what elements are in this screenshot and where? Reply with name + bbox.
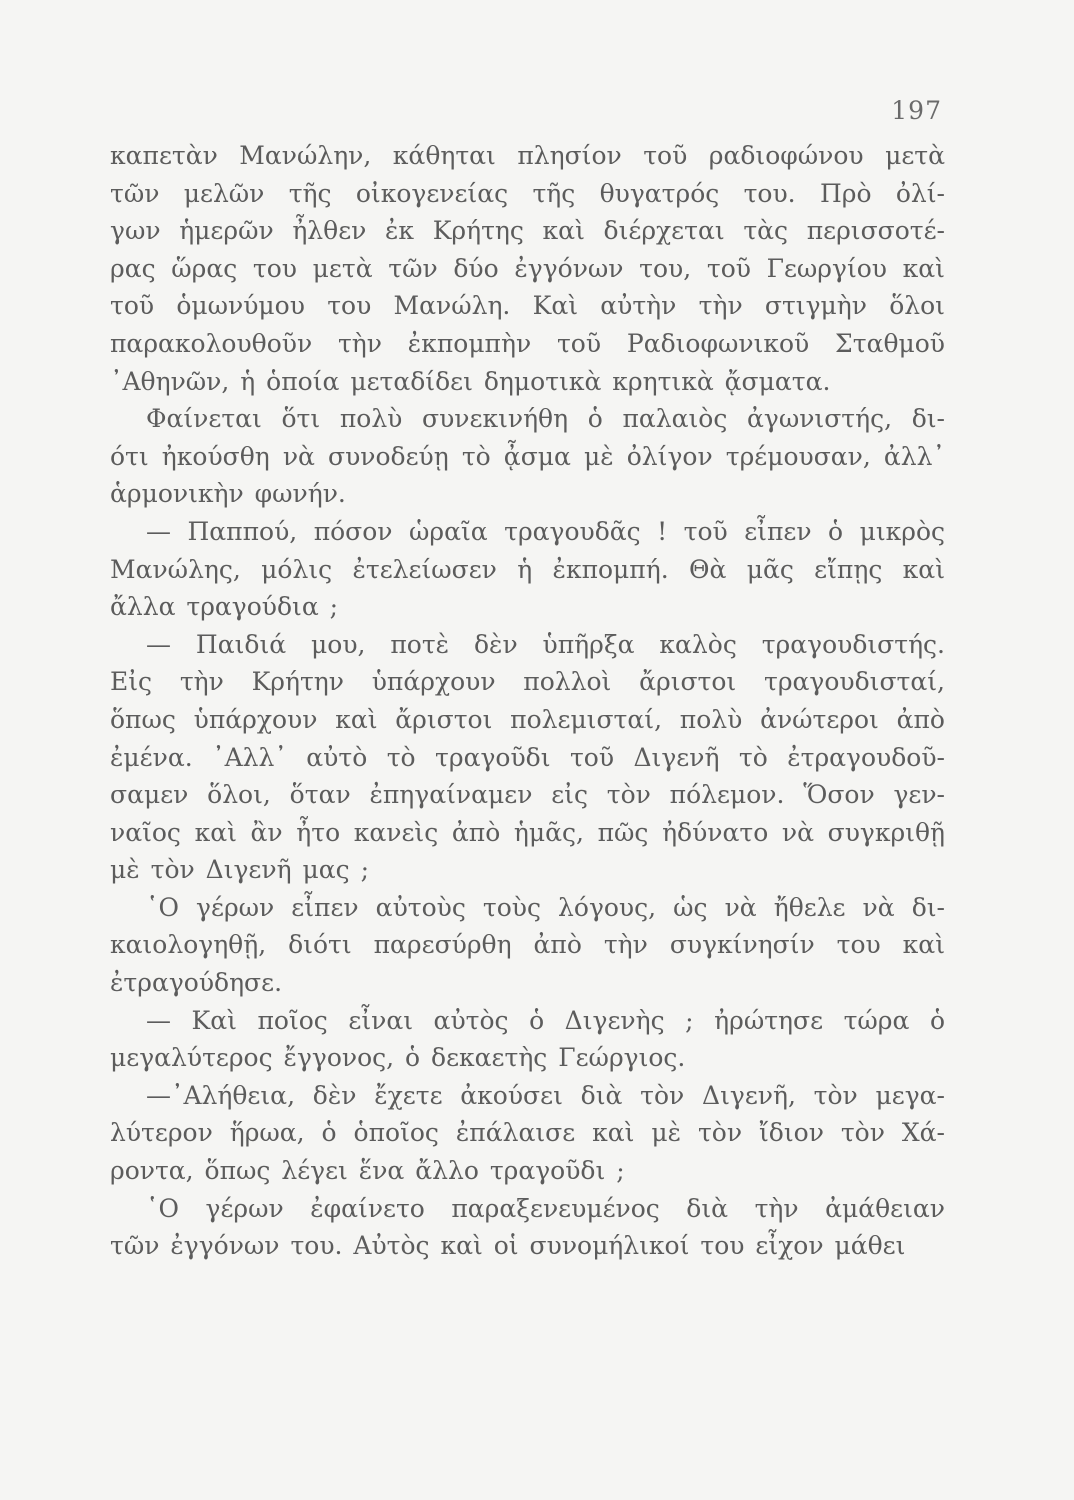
- paragraph: [110, 400, 945, 513]
- paragraph: [110, 626, 945, 889]
- text-line: ὅπως ὑπάρχουν καὶ ἄριστοι πολεμισταί, πολὺ ἀνώτεροι ἀπὸ: [110, 704, 945, 734]
- text-line: καιολογηθῇ, διότι παρεσύρθη ἀπὸ τὴν συγκίνησίν του καὶ: [110, 930, 945, 960]
- text-line: — Καὶ ποῖος εἶναι αὐτὸς ὁ Διγενὴς ; ἠρώτησε τώρα ὁ: [146, 1005, 945, 1035]
- paragraph: [110, 137, 945, 400]
- text-line: τῶν μελῶν τῆς οἰκογενείας τῆς θυγατρός του. Πρὸ ὀλί-: [110, 178, 945, 208]
- paragraph: [110, 1190, 945, 1265]
- text-line: Μανώλης, μόλις ἐτελείωσεν ἡ ἐκπομπή. Θὰ μᾶς εἴπῃς καὶ: [110, 554, 945, 584]
- text-line: ἁρμονικὴν φωνήν.: [110, 479, 346, 509]
- paragraph: [110, 889, 945, 1002]
- body-text: [110, 137, 945, 1265]
- text-line: τῶν ἐγγόνων του. Αὐτὸς καὶ οἱ συνομήλικοί του εἶχον μάθει: [110, 1231, 906, 1261]
- text-line: ρας ὥρας του μετὰ τῶν δύο ἐγγόνων του, τοῦ Γεωργίου καὶ: [110, 253, 945, 283]
- text-line: ᾿Αθηνῶν, ἡ ὁποία μεταδίδει δημοτικὰ κρητικὰ ᾄσματα.: [110, 366, 831, 396]
- text-line: — Παππού, πόσον ὡραῖα τραγουδᾶς ! τοῦ εἶπεν ὁ μικρὸς: [146, 516, 945, 546]
- text-line: σαμεν ὅλοι, ὅταν ἐπηγαίναμεν εἰς τὸν πόλεμον. Ὅσον γεν-: [110, 780, 945, 810]
- text-line: μεγαλύτερος ἔγγονος, ὁ δεκαετὴς Γεώργιος.: [110, 1043, 686, 1073]
- text-line: — Παιδιά μου, ποτὲ δὲν ὑπῆρξα καλὸς τραγουδιστής.: [146, 629, 945, 659]
- paragraph: [110, 513, 945, 626]
- text-line: παρακολουθοῦν τὴν ἐκπομπὴν τοῦ Ραδιοφωνικοῦ Σταθμοῦ: [110, 328, 945, 358]
- text-line: γων ἡμερῶν ἦλθεν ἐκ Κρήτης καὶ διέρχεται τὰς περισσοτέ-: [110, 216, 945, 246]
- text-line: ναῖος καὶ ἂν ἦτο κανεὶς ἀπὸ ἡμᾶς, πῶς ἠδύνατο νὰ συγκριθῇ: [110, 817, 945, 847]
- text-line: Εἰς τὴν Κρήτην ὑπάρχουν πολλοὶ ἄριστοι τραγουδισταί,: [110, 667, 945, 697]
- text-line: ῾Ο γέρων εἶπεν αὐτοὺς τοὺς λόγους, ὡς νὰ ἤθελε νὰ δι-: [146, 892, 945, 922]
- text-line: ότι ἠκούσθη νὰ συνοδεύῃ τὸ ᾆσμα μὲ ὀλίγον τρέμουσαν, ἀλλ᾿: [110, 441, 945, 471]
- text-line: ροντα, ὅπως λέγει ἕνα ἄλλο τραγοῦδι ;: [110, 1156, 625, 1186]
- page-number: 197: [891, 96, 942, 125]
- text-line: καπετὰν Μανώλην, κάθηται πλησίον τοῦ ραδιοφώνου μετὰ: [110, 141, 945, 170]
- paragraph: [110, 1002, 945, 1077]
- text-line: ῾Ο γέρων ἐφαίνετο παραξενευμένος διὰ τὴν ἀμάθειαν: [146, 1193, 945, 1223]
- text-line: ἄλλα τραγούδια ;: [110, 592, 339, 622]
- text-line: —᾿Αλήθεια, δὲν ἔχετε ἀκούσει διὰ τὸν Διγενῆ, τὸν μεγα-: [146, 1080, 945, 1110]
- paragraph: [110, 1077, 945, 1190]
- text-line: ἐμένα. ᾿Αλλ᾿ αὐτὸ τὸ τραγοῦδι τοῦ Διγενῆ τὸ ἐτραγουδοῦ-: [110, 742, 945, 772]
- text-line: μὲ τὸν Διγενῆ μας ;: [110, 855, 370, 885]
- text-line: λύτερον ἥρωα, ὁ ὁποῖος ἐπάλαισε καὶ μὲ τὸν ἴδιον τὸν Χά-: [110, 1118, 945, 1148]
- text-line: Φαίνεται ὅτι πολὺ συνεκινήθη ὁ παλαιὸς ἀγωνιστής, δι-: [146, 404, 945, 434]
- text-line: τοῦ ὁμωνύμου του Μανώλη. Καὶ αὐτὴν τὴν στιγμὴν ὅλοι: [110, 291, 945, 321]
- text-line: ἐτραγούδησε.: [110, 968, 283, 998]
